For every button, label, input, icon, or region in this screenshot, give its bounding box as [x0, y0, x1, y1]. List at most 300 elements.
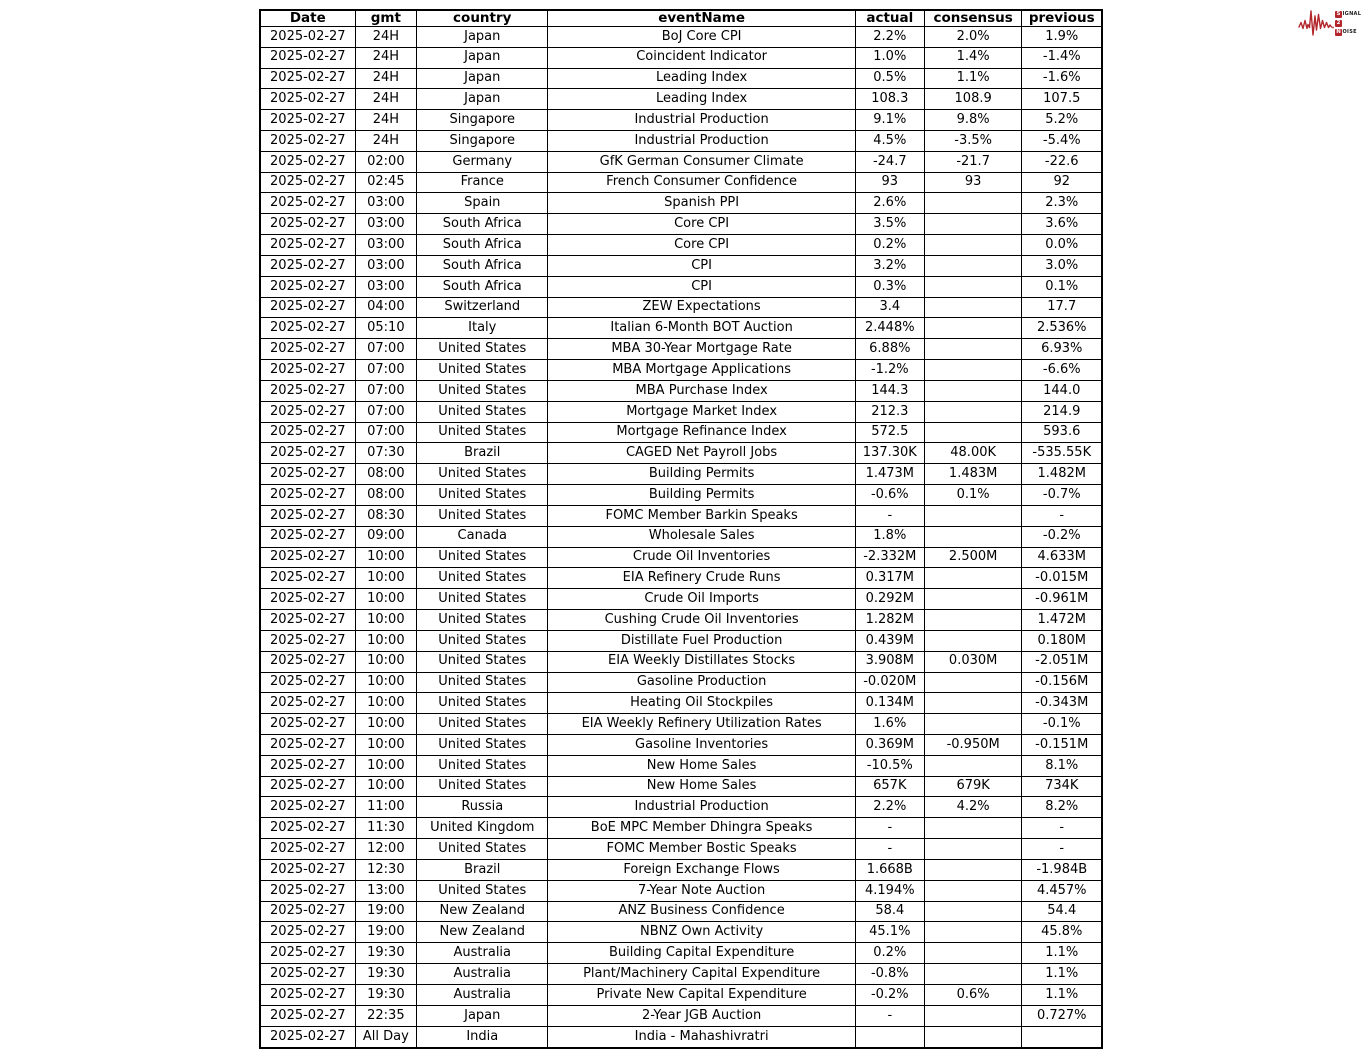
cell-actual: 1.0%	[855, 47, 924, 68]
cell-previous: 0.0%	[1022, 235, 1102, 256]
cell-gmt: 10:00	[355, 714, 416, 735]
cell-date: 2025-02-27	[260, 297, 355, 318]
cell-gmt: 24H	[355, 68, 416, 89]
cell-date: 2025-02-27	[260, 443, 355, 464]
cell-country: South Africa	[417, 276, 548, 297]
column-header-date: Date	[260, 10, 355, 26]
cell-event-name: 7-Year Note Auction	[548, 880, 855, 901]
table-row	[260, 26, 1102, 47]
cell-actual: 4.5%	[855, 130, 924, 151]
cell-consensus	[924, 255, 1022, 276]
logo-line-2	[1335, 19, 1361, 27]
table-row	[260, 922, 1102, 943]
table-row	[260, 984, 1102, 1005]
cell-gmt: 03:00	[355, 255, 416, 276]
cell-previous: 4.457%	[1022, 880, 1102, 901]
cell-country: India	[417, 1026, 548, 1048]
cell-previous: 92	[1022, 172, 1102, 193]
cell-consensus	[924, 672, 1022, 693]
cell-gmt: 08:30	[355, 505, 416, 526]
cell-consensus	[924, 297, 1022, 318]
cell-previous: 2.3%	[1022, 193, 1102, 214]
cell-actual: 3.908M	[855, 651, 924, 672]
cell-actual: -24.7	[855, 151, 924, 172]
table-row	[260, 630, 1102, 651]
cell-previous: 0.180M	[1022, 630, 1102, 651]
cell-actual: 1.8%	[855, 526, 924, 547]
cell-previous: -1.4%	[1022, 47, 1102, 68]
cell-country: United Kingdom	[417, 818, 548, 839]
cell-date: 2025-02-27	[260, 797, 355, 818]
cell-actual: 212.3	[855, 401, 924, 422]
cell-actual: 0.292M	[855, 589, 924, 610]
cell-previous: 8.2%	[1022, 797, 1102, 818]
table-row	[260, 943, 1102, 964]
cell-consensus: 2.0%	[924, 26, 1022, 47]
cell-previous: 8.1%	[1022, 755, 1102, 776]
cell-gmt: 10:00	[355, 610, 416, 631]
cell-date: 2025-02-27	[260, 422, 355, 443]
cell-country: Japan	[417, 47, 548, 68]
cell-date: 2025-02-27	[260, 318, 355, 339]
logo-text	[1335, 10, 1361, 37]
cell-date: 2025-02-27	[260, 172, 355, 193]
cell-date: 2025-02-27	[260, 110, 355, 131]
cell-gmt: 03:00	[355, 276, 416, 297]
cell-date: 2025-02-27	[260, 693, 355, 714]
cell-gmt: 07:00	[355, 422, 416, 443]
cell-event-name: Leading Index	[548, 89, 855, 110]
cell-date: 2025-02-27	[260, 922, 355, 943]
cell-actual: 1.668B	[855, 859, 924, 880]
cell-date: 2025-02-27	[260, 735, 355, 756]
cell-country: United States	[417, 735, 548, 756]
table-row	[260, 547, 1102, 568]
cell-previous: -22.6	[1022, 151, 1102, 172]
cell-previous: 0.727%	[1022, 1005, 1102, 1026]
cell-consensus: 0.030M	[924, 651, 1022, 672]
cell-previous: -0.156M	[1022, 672, 1102, 693]
cell-consensus: 108.9	[924, 89, 1022, 110]
cell-event-name: Foreign Exchange Flows	[548, 859, 855, 880]
cell-actual: -	[855, 818, 924, 839]
cell-event-name: Leading Index	[548, 68, 855, 89]
cell-event-name: Building Permits	[548, 464, 855, 485]
cell-previous: 214.9	[1022, 401, 1102, 422]
cell-gmt: 19:30	[355, 964, 416, 985]
cell-gmt: 19:30	[355, 943, 416, 964]
table-row	[260, 797, 1102, 818]
cell-previous: 1.1%	[1022, 943, 1102, 964]
table-row	[260, 443, 1102, 464]
table-row	[260, 859, 1102, 880]
table-row	[260, 130, 1102, 151]
cell-country: Australia	[417, 984, 548, 1005]
cell-event-name: CAGED Net Payroll Jobs	[548, 443, 855, 464]
table-row	[260, 964, 1102, 985]
cell-previous	[1022, 1026, 1102, 1048]
signal2noise-logo	[1298, 6, 1362, 40]
cell-gmt: 02:00	[355, 151, 416, 172]
cell-previous: 3.6%	[1022, 214, 1102, 235]
cell-event-name: French Consumer Confidence	[548, 172, 855, 193]
cell-consensus	[924, 901, 1022, 922]
cell-country: United States	[417, 547, 548, 568]
cell-previous: 1.9%	[1022, 26, 1102, 47]
cell-consensus	[924, 922, 1022, 943]
cell-gmt: 24H	[355, 130, 416, 151]
cell-consensus: 1.4%	[924, 47, 1022, 68]
cell-previous: 54.4	[1022, 901, 1102, 922]
cell-actual: 0.317M	[855, 568, 924, 589]
table-row	[260, 297, 1102, 318]
cell-consensus: 679K	[924, 776, 1022, 797]
table-row	[260, 276, 1102, 297]
cell-country: Singapore	[417, 130, 548, 151]
cell-previous: 17.7	[1022, 297, 1102, 318]
cell-gmt: 08:00	[355, 464, 416, 485]
cell-date: 2025-02-27	[260, 651, 355, 672]
cell-country: Brazil	[417, 859, 548, 880]
cell-previous: 1.472M	[1022, 610, 1102, 631]
cell-consensus	[924, 818, 1022, 839]
table-row	[260, 255, 1102, 276]
table-row	[260, 318, 1102, 339]
cell-date: 2025-02-27	[260, 505, 355, 526]
cell-event-name: Mortgage Market Index	[548, 401, 855, 422]
cell-consensus	[924, 880, 1022, 901]
cell-date: 2025-02-27	[260, 964, 355, 985]
cell-actual: -1.2%	[855, 360, 924, 381]
cell-consensus: 1.483M	[924, 464, 1022, 485]
cell-date: 2025-02-27	[260, 485, 355, 506]
cell-gmt: 10:00	[355, 568, 416, 589]
cell-event-name: ANZ Business Confidence	[548, 901, 855, 922]
cell-previous: 107.5	[1022, 89, 1102, 110]
cell-actual: 4.194%	[855, 880, 924, 901]
table-row	[260, 505, 1102, 526]
cell-event-name: Crude Oil Imports	[548, 589, 855, 610]
cell-previous: -0.2%	[1022, 526, 1102, 547]
cell-country: United States	[417, 339, 548, 360]
cell-previous: 6.93%	[1022, 339, 1102, 360]
cell-gmt: 10:00	[355, 630, 416, 651]
waveform-icon	[1298, 8, 1334, 38]
table-row	[260, 339, 1102, 360]
table-row	[260, 110, 1102, 131]
cell-consensus	[924, 339, 1022, 360]
cell-event-name: Plant/Machinery Capital Expenditure	[548, 964, 855, 985]
cell-gmt: 03:00	[355, 214, 416, 235]
cell-country: Russia	[417, 797, 548, 818]
logo-line-signal	[1335, 10, 1361, 18]
cell-actual: 108.3	[855, 89, 924, 110]
cell-event-name: BoE MPC Member Dhingra Speaks	[548, 818, 855, 839]
cell-date: 2025-02-27	[260, 901, 355, 922]
cell-previous: -0.343M	[1022, 693, 1102, 714]
cell-country: United States	[417, 839, 548, 860]
cell-country: United States	[417, 422, 548, 443]
table-row	[260, 172, 1102, 193]
cell-gmt: 19:30	[355, 984, 416, 1005]
cell-gmt: 19:00	[355, 901, 416, 922]
cell-country: United States	[417, 693, 548, 714]
column-header-event-name: eventName	[548, 10, 855, 26]
cell-consensus	[924, 589, 1022, 610]
cell-gmt: All Day	[355, 1026, 416, 1048]
cell-gmt: 10:00	[355, 672, 416, 693]
cell-actual: 0.2%	[855, 943, 924, 964]
cell-date: 2025-02-27	[260, 68, 355, 89]
cell-country: France	[417, 172, 548, 193]
cell-consensus	[924, 1026, 1022, 1048]
cell-date: 2025-02-27	[260, 755, 355, 776]
cell-event-name: FOMC Member Bostic Speaks	[548, 839, 855, 860]
cell-country: Australia	[417, 943, 548, 964]
cell-previous: -0.151M	[1022, 735, 1102, 756]
cell-event-name: Coincident Indicator	[548, 47, 855, 68]
cell-gmt: 05:10	[355, 318, 416, 339]
cell-actual: -0.6%	[855, 485, 924, 506]
table-row	[260, 151, 1102, 172]
cell-date: 2025-02-27	[260, 943, 355, 964]
cell-previous: -535.55K	[1022, 443, 1102, 464]
table-row	[260, 193, 1102, 214]
cell-previous: 734K	[1022, 776, 1102, 797]
cell-date: 2025-02-27	[260, 1005, 355, 1026]
table-row	[260, 818, 1102, 839]
table-row	[260, 1026, 1102, 1048]
cell-country: Brazil	[417, 443, 548, 464]
cell-event-name: ZEW Expectations	[548, 297, 855, 318]
cell-country: Australia	[417, 964, 548, 985]
cell-event-name: Cushing Crude Oil Inventories	[548, 610, 855, 631]
cell-country: New Zealand	[417, 922, 548, 943]
table-row	[260, 235, 1102, 256]
cell-date: 2025-02-27	[260, 130, 355, 151]
cell-previous: 144.0	[1022, 380, 1102, 401]
cell-country: United States	[417, 672, 548, 693]
table-row	[260, 485, 1102, 506]
table-row	[260, 901, 1102, 922]
table-row	[260, 89, 1102, 110]
cell-actual: 137.30K	[855, 443, 924, 464]
table-row	[260, 214, 1102, 235]
cell-actual: 572.5	[855, 422, 924, 443]
cell-gmt: 19:00	[355, 922, 416, 943]
cell-consensus	[924, 505, 1022, 526]
cell-date: 2025-02-27	[260, 193, 355, 214]
cell-actual: -	[855, 1005, 924, 1026]
cell-actual: 6.88%	[855, 339, 924, 360]
cell-consensus	[924, 964, 1022, 985]
cell-date: 2025-02-27	[260, 255, 355, 276]
cell-date: 2025-02-27	[260, 984, 355, 1005]
cell-consensus	[924, 276, 1022, 297]
logo-word-ignal: IGNAL	[1342, 11, 1362, 17]
column-header-previous: previous	[1022, 10, 1102, 26]
cell-actual: 0.5%	[855, 68, 924, 89]
cell-event-name: MBA Purchase Index	[548, 380, 855, 401]
cell-date: 2025-02-27	[260, 776, 355, 797]
cell-consensus: 93	[924, 172, 1022, 193]
table-row	[260, 589, 1102, 610]
cell-actual: 9.1%	[855, 110, 924, 131]
cell-consensus: 48.00K	[924, 443, 1022, 464]
cell-consensus	[924, 568, 1022, 589]
cell-consensus: -21.7	[924, 151, 1022, 172]
cell-event-name: Wholesale Sales	[548, 526, 855, 547]
cell-actual: 93	[855, 172, 924, 193]
cell-date: 2025-02-27	[260, 1026, 355, 1048]
cell-event-name: Italian 6-Month BOT Auction	[548, 318, 855, 339]
cell-date: 2025-02-27	[260, 380, 355, 401]
cell-actual: 0.439M	[855, 630, 924, 651]
cell-event-name: CPI	[548, 255, 855, 276]
cell-previous: -	[1022, 839, 1102, 860]
cell-consensus	[924, 401, 1022, 422]
cell-previous: -1.984B	[1022, 859, 1102, 880]
table-row	[260, 47, 1102, 68]
cell-event-name: Industrial Production	[548, 130, 855, 151]
cell-event-name: MBA 30-Year Mortgage Rate	[548, 339, 855, 360]
cell-previous: -0.1%	[1022, 714, 1102, 735]
cell-previous: 2.536%	[1022, 318, 1102, 339]
table-row	[260, 360, 1102, 381]
column-header-actual: actual	[855, 10, 924, 26]
cell-date: 2025-02-27	[260, 672, 355, 693]
cell-event-name: BoJ Core CPI	[548, 26, 855, 47]
cell-date: 2025-02-27	[260, 839, 355, 860]
economic-calendar-table	[259, 9, 1103, 1049]
cell-event-name: Distillate Fuel Production	[548, 630, 855, 651]
cell-gmt: 03:00	[355, 193, 416, 214]
cell-date: 2025-02-27	[260, 589, 355, 610]
cell-event-name: Gasoline Inventories	[548, 735, 855, 756]
cell-actual: 2.6%	[855, 193, 924, 214]
cell-event-name: Industrial Production	[548, 797, 855, 818]
table-row	[260, 610, 1102, 631]
table-row	[260, 776, 1102, 797]
cell-gmt: 09:00	[355, 526, 416, 547]
cell-actual: 3.4	[855, 297, 924, 318]
cell-gmt: 22:35	[355, 1005, 416, 1026]
cell-event-name: New Home Sales	[548, 776, 855, 797]
cell-consensus	[924, 318, 1022, 339]
cell-consensus	[924, 943, 1022, 964]
cell-country: South Africa	[417, 235, 548, 256]
cell-gmt: 11:30	[355, 818, 416, 839]
cell-gmt: 07:30	[355, 443, 416, 464]
cell-date: 2025-02-27	[260, 26, 355, 47]
table-row	[260, 464, 1102, 485]
cell-country: United States	[417, 485, 548, 506]
table-row	[260, 735, 1102, 756]
cell-previous: -	[1022, 818, 1102, 839]
cell-previous: 4.633M	[1022, 547, 1102, 568]
cell-gmt: 24H	[355, 47, 416, 68]
cell-consensus	[924, 859, 1022, 880]
cell-previous: 3.0%	[1022, 255, 1102, 276]
cell-previous: -0.015M	[1022, 568, 1102, 589]
cell-consensus	[924, 526, 1022, 547]
cell-country: United States	[417, 505, 548, 526]
cell-actual: 3.5%	[855, 214, 924, 235]
logo-line-noise	[1335, 28, 1361, 36]
table-row	[260, 672, 1102, 693]
table-row	[260, 380, 1102, 401]
cell-date: 2025-02-27	[260, 630, 355, 651]
column-header-gmt: gmt	[355, 10, 416, 26]
cell-actual: 58.4	[855, 901, 924, 922]
cell-event-name: Heating Oil Stockpiles	[548, 693, 855, 714]
cell-gmt: 12:00	[355, 839, 416, 860]
cell-consensus: 2.500M	[924, 547, 1022, 568]
cell-country: Spain	[417, 193, 548, 214]
cell-event-name: Building Capital Expenditure	[548, 943, 855, 964]
logo-badge-2: 2	[1336, 20, 1341, 26]
cell-actual: 2.2%	[855, 26, 924, 47]
cell-country: Germany	[417, 151, 548, 172]
cell-country: South Africa	[417, 255, 548, 276]
cell-actual: 2.2%	[855, 797, 924, 818]
cell-country: United States	[417, 380, 548, 401]
cell-date: 2025-02-27	[260, 464, 355, 485]
cell-previous: -0.961M	[1022, 589, 1102, 610]
cell-actual	[855, 1026, 924, 1048]
cell-actual: 1.282M	[855, 610, 924, 631]
cell-consensus: 0.1%	[924, 485, 1022, 506]
table-row	[260, 568, 1102, 589]
cell-consensus	[924, 630, 1022, 651]
cell-consensus: -0.950M	[924, 735, 1022, 756]
cell-country: Switzerland	[417, 297, 548, 318]
cell-event-name: Private New Capital Expenditure	[548, 984, 855, 1005]
cell-actual: 1.6%	[855, 714, 924, 735]
cell-actual: 2.448%	[855, 318, 924, 339]
cell-gmt: 10:00	[355, 693, 416, 714]
cell-gmt: 03:00	[355, 235, 416, 256]
cell-date: 2025-02-27	[260, 235, 355, 256]
logo-badge-s: S	[1336, 11, 1341, 17]
table-row	[260, 1005, 1102, 1026]
cell-country: Singapore	[417, 110, 548, 131]
cell-gmt: 07:00	[355, 380, 416, 401]
cell-event-name: Crude Oil Inventories	[548, 547, 855, 568]
table-row	[260, 68, 1102, 89]
cell-gmt: 10:00	[355, 589, 416, 610]
column-header-country: country	[417, 10, 548, 26]
cell-consensus	[924, 214, 1022, 235]
cell-actual: 657K	[855, 776, 924, 797]
cell-consensus	[924, 755, 1022, 776]
cell-gmt: 12:30	[355, 859, 416, 880]
cell-date: 2025-02-27	[260, 859, 355, 880]
cell-actual: -2.332M	[855, 547, 924, 568]
table-row	[260, 651, 1102, 672]
cell-actual: 0.369M	[855, 735, 924, 756]
cell-previous: 1.482M	[1022, 464, 1102, 485]
cell-country: United States	[417, 568, 548, 589]
cell-consensus: 9.8%	[924, 110, 1022, 131]
cell-event-name: New Home Sales	[548, 755, 855, 776]
table-row	[260, 693, 1102, 714]
header-row	[260, 10, 1102, 26]
cell-country: United States	[417, 776, 548, 797]
cell-gmt: 10:00	[355, 651, 416, 672]
cell-event-name: Industrial Production	[548, 110, 855, 131]
cell-previous: 45.8%	[1022, 922, 1102, 943]
